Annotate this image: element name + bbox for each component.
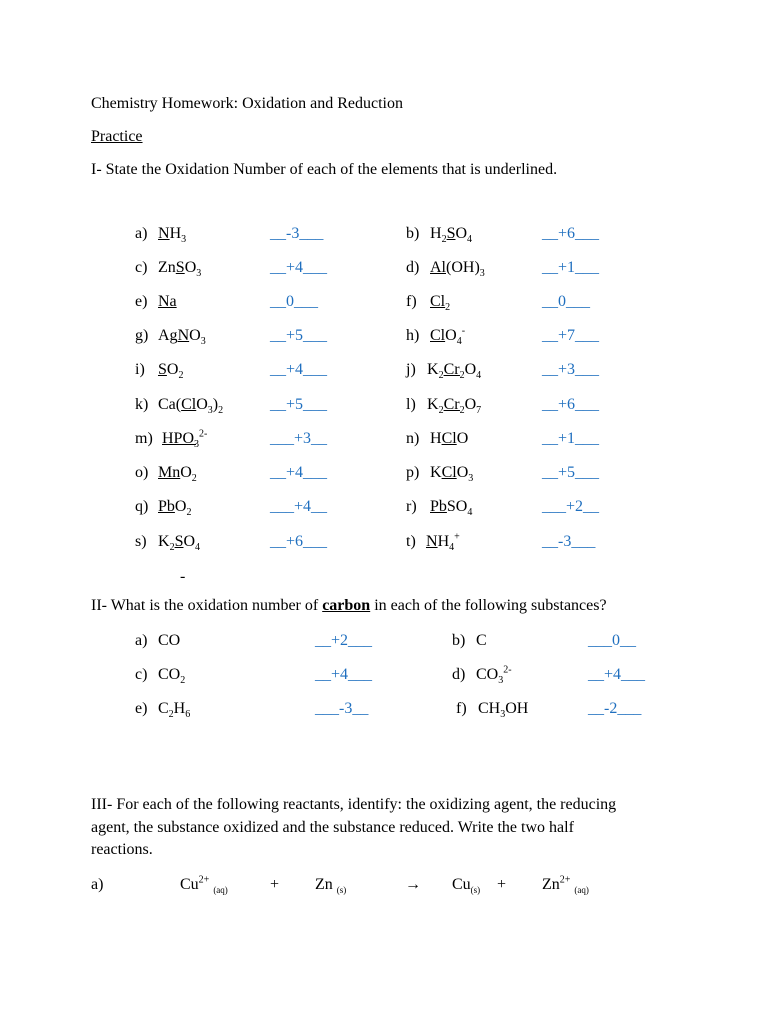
item-label: a)	[135, 632, 148, 649]
formula-hclo: HClO	[430, 430, 469, 447]
formula-znso3: ZnSO$_3$	[158, 259, 202, 280]
item-label: f)	[456, 700, 467, 717]
plus-sign: +	[270, 876, 280, 893]
answer-p: __+5___	[542, 464, 600, 481]
item-label: m)	[135, 430, 153, 447]
formula-kclo3: KClO$_3$	[430, 464, 474, 485]
formula-co2: $CO_2$	[158, 666, 186, 687]
formula-k2cr2o4: $K_2Cr_2O_4$	[427, 361, 482, 382]
answer-b: __+6___	[542, 225, 600, 242]
page-title: Chemistry Homework: Oxidation and Reduction	[91, 95, 403, 112]
item-label: b)	[406, 225, 420, 242]
item-label: s)	[135, 533, 147, 550]
answer-a: __-3___	[270, 225, 324, 242]
formula-pbso4: PbSO$_4$	[430, 498, 473, 519]
answer-r: ___+2__	[542, 498, 600, 515]
answer-l: __+6___	[542, 396, 600, 413]
section3-heading-line3: reactions.	[91, 841, 153, 858]
item-label: g)	[135, 327, 149, 344]
answer-2e: ___-3__	[315, 700, 369, 717]
formula-pbo2: PbO$_2$	[158, 498, 192, 519]
formula-h2so4: $H_2SO_4$	[430, 225, 473, 246]
section1-heading: I- State the Oxidation Number of each of the elements that is underlined.	[91, 161, 558, 178]
item-label: c)	[135, 259, 148, 276]
item-label: d)	[406, 259, 420, 276]
formula-co3: $CO_3^{2-}$	[476, 664, 512, 687]
item-label: h)	[406, 327, 420, 344]
answer-s: __+6___	[270, 533, 328, 550]
item-label: i)	[135, 361, 145, 378]
answer-n: __+1___	[542, 430, 600, 447]
answer-g: __+5___	[270, 327, 328, 344]
item-label: f)	[406, 293, 417, 310]
answer-i: __+4___	[270, 361, 328, 378]
item-label: d)	[452, 666, 466, 683]
answer-d: __+1___	[542, 259, 600, 276]
answer-2c: __+4___	[315, 666, 373, 683]
answer-h: __+7___	[542, 327, 600, 344]
item-label: q)	[135, 498, 149, 515]
item-label: n)	[406, 430, 420, 447]
answer-2b: ___0__	[588, 632, 636, 649]
section3-heading-line1: III- For each of the following reactants, identify: the oxidizing agent, the reducing	[91, 796, 617, 813]
formula-cl2: $Cl_2$	[430, 293, 451, 314]
formula-na: Na	[158, 293, 177, 310]
answer-j: __+3___	[542, 361, 600, 378]
reaction-arrow: →	[405, 876, 421, 893]
answer-2f: __-2___	[588, 700, 642, 717]
item-label: j)	[406, 361, 416, 378]
item-label: e)	[135, 700, 148, 717]
item-label: c)	[135, 666, 148, 683]
section3-heading-line2: agent, the substance oxidized and the substance reduced. Write the two half	[91, 819, 574, 836]
reactant-zn: Zn $_{(s)}$	[315, 876, 347, 896]
item-label: p)	[406, 464, 420, 481]
answer-q: ___+4__	[270, 498, 328, 515]
answer-c: __+4___	[270, 259, 328, 276]
section2-heading: II- What is the oxidation number of carbon in each of the following substances?	[91, 597, 607, 614]
product-zn-ion: $Zn^{2+}$ $_{(aq)}$	[542, 874, 589, 896]
answer-f: __0___	[542, 293, 590, 310]
practice-heading: Practice	[91, 128, 143, 145]
reactant-cu-ion: $Cu^{2+}$ $_{(aq)}$	[180, 874, 228, 896]
formula-c: C	[476, 632, 487, 649]
item-label: a)	[135, 225, 148, 242]
item-label: t)	[406, 533, 416, 550]
formula-co: CO	[158, 632, 181, 649]
answer-2a: __+2___	[315, 632, 373, 649]
formula-c2h6: $C_2H_6$	[158, 700, 191, 721]
answer-o: __+4___	[270, 464, 328, 481]
formula-hpo3: $HPO_3^{2-}$	[162, 428, 208, 451]
answer-k: __+5___	[270, 396, 328, 413]
item-label: k)	[135, 396, 149, 413]
formula-ca-clo3-2: $Ca(ClO_3)_2$	[158, 396, 224, 417]
stray-dash: -	[180, 568, 186, 585]
item-label: e)	[135, 293, 148, 310]
formula-agno3: AgNO$_3$	[158, 327, 206, 348]
plus-sign: +	[497, 876, 507, 893]
item-label: r)	[406, 498, 417, 515]
item-label: b)	[452, 632, 466, 649]
formula-al-oh-3: $Al(OH)_3$	[430, 259, 485, 280]
answer-2d: __+4___	[588, 666, 646, 683]
formula-ch3oh: $CH_3OH$	[478, 700, 529, 721]
item-label: l)	[406, 396, 416, 413]
formula-nh3: $NH_3$	[158, 225, 187, 246]
formula-mno2: MnO$_2$	[158, 464, 197, 485]
answer-m: ___+3__	[270, 430, 328, 447]
reaction-label: a)	[91, 876, 104, 893]
formula-clo4: ClO$_4$-	[430, 325, 466, 348]
product-cu: $Cu_{(s)}$	[452, 876, 481, 896]
answer-e: __0___	[270, 293, 318, 310]
formula-so2: $SO_2$	[158, 361, 184, 382]
answer-t: __-3___	[542, 533, 596, 550]
item-label: o)	[135, 464, 149, 481]
formula-nh4: $NH_4^+$	[426, 531, 460, 554]
formula-k2so4: $K_2SO_4$	[158, 533, 201, 554]
formula-k2cr2o7: $K_2Cr_2O_7$	[427, 396, 482, 417]
